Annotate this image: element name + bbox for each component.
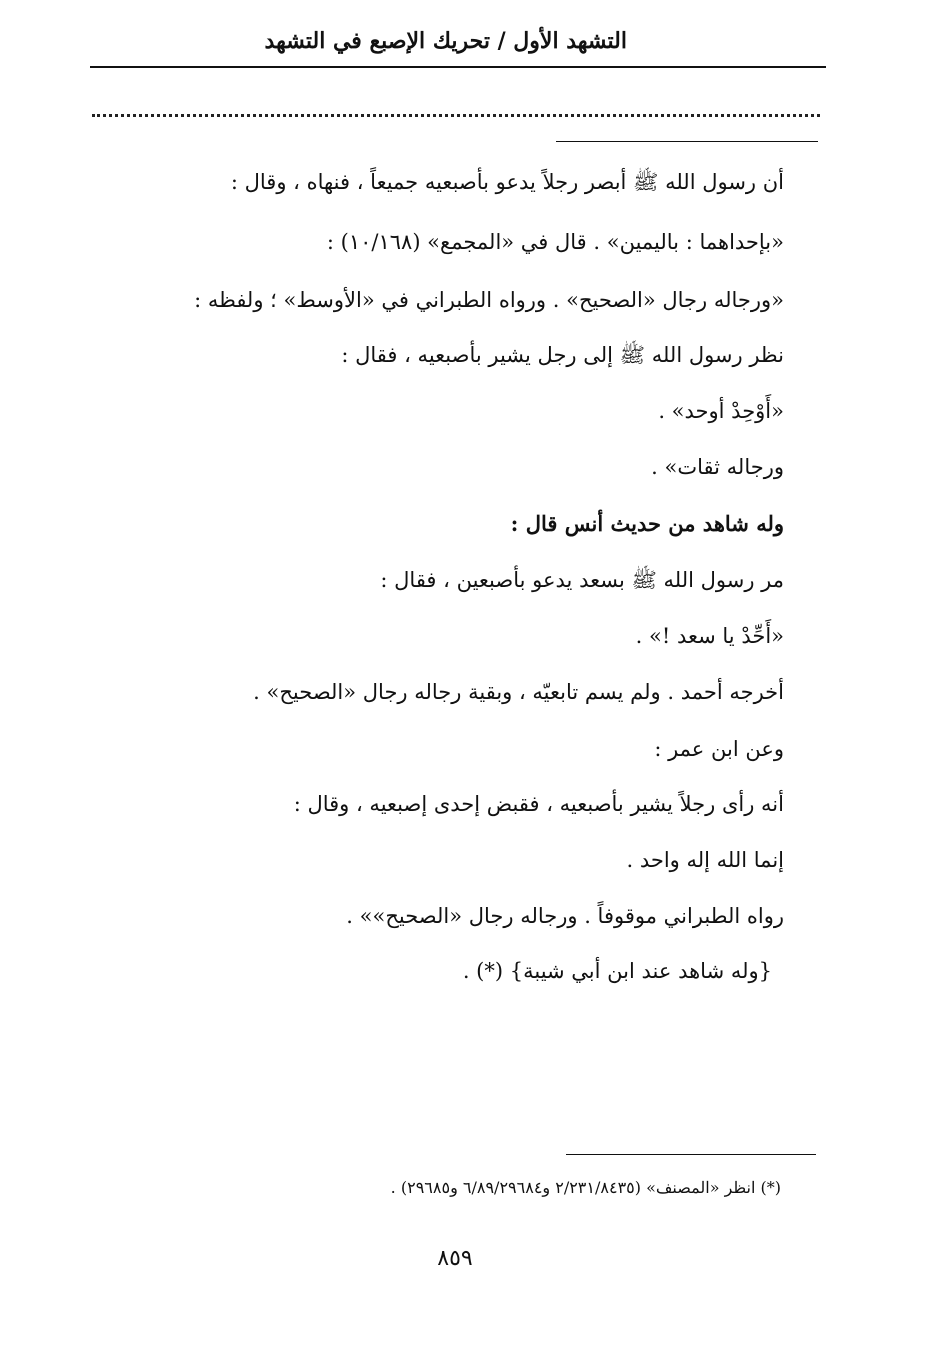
footnote-rule [566,1154,816,1155]
text-line: مر رسول الله ﷺ بسعد يدعو بأصبعين ، فقال : [380,568,784,592]
text-line: رواه الطبراني موقوفاً . ورجاله رجال «الصحيح»» . [346,904,784,928]
text-line: وعن ابن عمر : [654,737,784,761]
body-text [150,0,784,1000]
text-line: «أَوْحِدْ أوحد» . [658,399,784,423]
text-line: أن رسول الله ﷺ أبصر رجلاً يدعو بأصبعيه جميعاً ، فنهاه ، وقال : [230,170,784,194]
text-line: «بإحداهما : باليمين» . قال في «المجمع» (١٠/١٦٨) : [326,230,784,254]
footnote: (*) انظر «المصنف» (٢/٢٣١/٨٤٣٥ و٦/٨٩/٢٩٦٨٤ و٢٩٦٨٥) . [390,1178,781,1197]
text-line: «ورجاله رجال «الصحيح» . ورواه الطبراني في «الأوسط» ؛ ولفظه : [194,288,784,312]
text-line: {وله شاهد عند ابن أبي شيبة} (*) . [462,959,772,983]
running-header: التشهد الأول / تحريك الإصبع في التشهد [264,28,627,54]
text-line: ورجاله ثقات» . [651,455,784,479]
text-line: وله شاهد من حديث أنس قال : [510,511,784,536]
text-line: نظر رسول الله ﷺ إلى رجل يشير بأصبعيه ، فقال : [341,343,784,367]
text-line: «أَحِّدْ يا سعد !» . [635,624,784,648]
page-number: ٨٥٩ [437,1246,473,1271]
text-line: إنما الله إله واحد . [626,848,784,872]
text-line: أخرجه أحمد . ولم يسم تابعيّه ، وبقية رجاله رجال «الصحيح» . [253,680,784,704]
text-line: أنه رأى رجلاً يشير بأصبعيه ، فقبض إحدى إصبعيه ، وقال : [293,792,784,816]
